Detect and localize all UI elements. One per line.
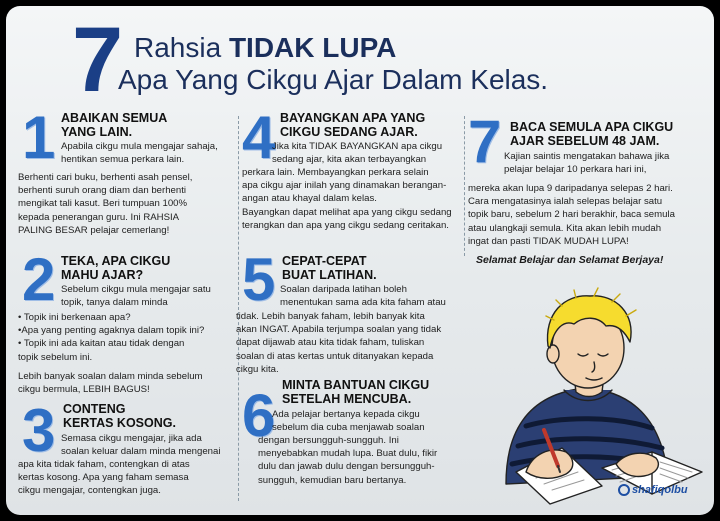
section-3-heading: CONTENG KERTAS KOSONG. xyxy=(63,402,176,430)
logo-circle-icon xyxy=(618,484,630,496)
section-7-heading: BACA SEMULA APA CIKGU AJAR SEBELUM 48 JAM. xyxy=(510,120,674,148)
section-7-text: Kajian saintis mengatakan bahawa jika pelajar belajar 10 perkara hari ini, xyxy=(504,151,670,176)
section-3-text: Semasa cikgu mengajar, jika ada soalan keluar dalam minda mengenai xyxy=(61,433,221,458)
section-5-text-2: tidak. Lebih banyak faham, lebih banyak kita akan INGAT. Apabila terjumpa soalan yang tidak dapat dijawab atau kita tidak faham, tuliskan soalan di atas kertas untuk ditanyakan kepada cikgu kita. xyxy=(236,311,442,375)
brand-logo: shafiqolbu xyxy=(618,484,688,496)
section-2-heading: TEKA, APA CIKGU MAHU AJAR? xyxy=(61,254,171,282)
poster xyxy=(6,6,714,515)
column-divider-right xyxy=(464,116,465,256)
title-number: 7 xyxy=(72,9,122,111)
title-line-2: Apa Yang Cikgu Ajar Dalam Kelas. xyxy=(118,64,549,95)
section-5-heading: CEPAT-CEPAT BUAT LATIHAN. xyxy=(282,254,377,282)
column-divider-left xyxy=(238,116,239,501)
section-6-heading: MINTA BANTUAN CIKGU SETELAH MENCUBA. xyxy=(282,378,430,406)
section-7-text-2: mereka akan lupa 9 daripadanya selepas 2 hari. Cara mengatasinya ialah selepas belajar satu topik baru, sebelum 2 hari berakhir, baca semula atau ulangkaji semula. Kita akan lebih mudah ingat dan pasti TIDAK MUDAH LUPA! xyxy=(468,183,675,247)
section-4-text-2: perkara lain. Membayangkan perkara selain apa cikgu ajar inilah yang dinamakan berangan- angan atau khayal dalam kelas. Bayangkan dapat melihat apa yang cikgu sedang terangkan dan apa yang cikgu sedang ceritakan. xyxy=(242,167,452,231)
section-6-text: Ada pelajar bertanya kepada cikgu sebelum dia cuba menjawab soalan xyxy=(272,409,425,434)
section-7-number: 7 xyxy=(468,108,502,175)
section-1-number: 1 xyxy=(22,104,56,171)
section-4-number: 4 xyxy=(242,104,276,171)
section-5-number: 5 xyxy=(242,246,276,313)
title-line-1: Rahsia TIDAK LUPA xyxy=(134,32,397,63)
section-3-text-2: apa kita tidak faham, contengkan di atas kertas kosong. Apa yang faham semasa cikgu mengajar, contengkan juga. xyxy=(18,459,190,497)
section-5-text: Soalan daripada latihan boleh menentukan sama ada kita faham atau xyxy=(280,284,446,309)
section-4-heading: BAYANGKAN APA YANG CIKGU SEDANG AJAR. xyxy=(280,111,426,139)
section-3-number: 3 xyxy=(22,397,56,464)
section-1-heading: ABAIKAN SEMUA YANG LAIN. xyxy=(61,111,168,139)
motto: Selamat Belajar dan Selamat Berjaya! xyxy=(476,254,664,266)
section-4-text: Jika kita TIDAK BAYANGKAN apa cikgu sedang ajar, kita akan terbayangkan xyxy=(272,141,443,166)
section-1-text-2: Berhenti cari buku, berhenti asah pensel, berhenti suruh orang diam dan berhenti mengikat tali kasut. Beri tumpuan 100% kepada penerangan guru. Ini RAHSIA PALING BESAR pelajar cemerlang! xyxy=(18,172,193,236)
section-6-number: 6 xyxy=(242,382,276,449)
boy-studying-illustration xyxy=(466,276,706,506)
section-6-text-2: dengan bersungguh-sungguh. Ini menyebabkan mudah lupa. Buat dulu, fikir dulu dan jawab dulu dengan bersungguh- sungguh, kemudian baru bertanya. xyxy=(258,435,438,486)
section-2-text-2: • Topik ini berkenaan apa? •Apa yang penting agaknya dalam topik ini? • Topik ini ada kaitan atau tidak dengan topik sebelum ini. Lebih banyak soalan dalam minda sebelum cikgu bermula, LEBIH BAGUS! xyxy=(18,312,205,396)
section-2-text: Sebelum cikgu mula mengajar satu topik, tanya dalam minda xyxy=(61,284,211,309)
section-1-text: Apabila cikgu mula mengajar sahaja, hentikan semua perkara lain. xyxy=(61,141,218,166)
section-2-number: 2 xyxy=(22,246,56,313)
